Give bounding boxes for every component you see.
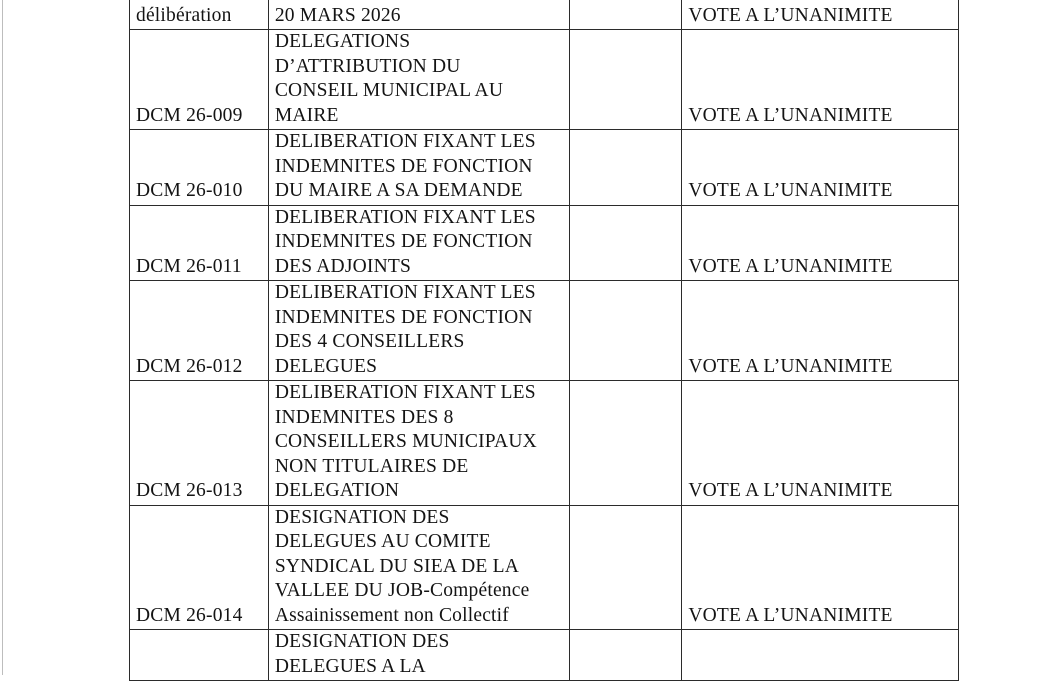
deliberation-object-line: DES ADJOINTS (274, 255, 412, 277)
table-row (130, 205, 959, 281)
deliberation-object-line: DELIBERATION FIXANT LES (274, 282, 536, 303)
deliberation-number-cell (130, 130, 269, 206)
vote-result: VOTE A L’UNANIMITE (682, 0, 959, 30)
deliberation-object-line: DELEGATIONS (274, 31, 411, 52)
empty-cell (569, 30, 682, 130)
deliberation-number-cell (130, 630, 269, 681)
deliberation-object-cell (268, 505, 569, 630)
deliberation-object-line: DU MAIRE A SA DEMANDE (274, 180, 523, 201)
deliberation-number-cell (130, 281, 269, 381)
deliberation-object-line: DESIGNATION DES (274, 631, 450, 652)
table-row (130, 281, 959, 381)
deliberation-object-line: D’ATTRIBUTION DU (274, 55, 461, 77)
deliberation-object-line: CONSEIL MUNICIPAL AU (274, 80, 504, 101)
empty-cell (569, 0, 682, 30)
deliberation-object-line: INDEMNITES DES 8 (274, 406, 454, 428)
vote-result: VOTE A L’UNANIMITE (682, 130, 959, 206)
table-row (130, 30, 959, 130)
deliberation-object-line (275, 0, 569, 4)
page-edge (2, 0, 3, 675)
deliberation-object-line: VALLEE DU JOB-Compétence (274, 580, 530, 601)
deliberation-object-line: SYNDICAL DU SIEA DE LA (274, 555, 519, 577)
deliberations-table (129, 0, 959, 681)
deliberation-object-line: INDEMNITES DE FONCTION (274, 231, 533, 252)
vote-result (682, 630, 959, 681)
empty-cell (569, 381, 682, 506)
vote-result: VOTE A L’UNANIMITE (682, 30, 959, 130)
deliberation-object-cell (268, 205, 569, 281)
deliberation-object-line: INDEMNITES DE FONCTION (274, 306, 533, 328)
deliberation-object-line: DELIBERATION FIXANT LES (274, 206, 536, 228)
empty-cell (569, 281, 682, 381)
deliberation-number-cell (130, 30, 269, 130)
deliberation-object-line: 20 MARS 2026 (274, 4, 401, 26)
deliberation-number: délibération (136, 4, 232, 26)
empty-cell (569, 130, 682, 206)
deliberation-number: DCM 26-013 (136, 480, 243, 501)
deliberation-object-cell (268, 381, 569, 506)
deliberation-object-line: DELEGUES AU COMITE (274, 531, 491, 552)
vote-result: VOTE A L’UNANIMITE (682, 381, 959, 506)
vote-result: VOTE A L’UNANIMITE (682, 205, 959, 281)
deliberation-number: DCM 26-009 (136, 104, 243, 126)
table-row (130, 0, 959, 30)
deliberation-number: DCM 26-014 (136, 604, 243, 626)
deliberation-object-line: NON TITULAIRES DE (274, 455, 469, 477)
deliberation-number-cell (130, 505, 269, 630)
deliberation-object-line: CONSEILLERS MUNICIPAUX (274, 431, 537, 452)
deliberation-object-line: DELEGUES (274, 355, 378, 377)
deliberation-object-line: DELIBERATION FIXANT LES (274, 382, 536, 403)
deliberation-number-cell (130, 0, 269, 30)
deliberation-object-line: DELIBERATION FIXANT LES (274, 131, 536, 152)
table-row (130, 505, 959, 630)
deliberation-object-line: DESIGNATION DES (274, 506, 450, 528)
deliberation-number-cell (130, 381, 269, 506)
deliberation-object-line: Assainissement non Collectif (274, 604, 509, 626)
deliberation-object-line: MAIRE (274, 104, 339, 126)
deliberation-number: DCM 26-010 (136, 180, 243, 201)
empty-cell (569, 205, 682, 281)
deliberation-object-line: INDEMNITES DE FONCTION (274, 155, 533, 177)
deliberation-object-cell (268, 130, 569, 206)
deliberation-number: DCM 26-011 (136, 255, 242, 277)
empty-cell (569, 505, 682, 630)
deliberation-object-line: DELEGATION (274, 480, 400, 501)
deliberation-number: DCM 26-012 (136, 355, 243, 377)
deliberation-number-cell (130, 205, 269, 281)
deliberation-object-cell (268, 630, 569, 681)
table-row (130, 130, 959, 206)
empty-cell (569, 630, 682, 681)
vote-result: VOTE A L’UNANIMITE (682, 505, 959, 630)
deliberation-object-cell (268, 30, 569, 130)
vote-result: VOTE A L’UNANIMITE (682, 281, 959, 381)
table-row (130, 381, 959, 506)
deliberation-object-line: DES 4 CONSEILLERS (274, 331, 465, 352)
deliberation-object-cell (268, 281, 569, 381)
deliberation-object-cell (268, 0, 569, 30)
table-row (130, 630, 959, 681)
deliberation-object-line: DELEGUES A LA (274, 655, 426, 677)
